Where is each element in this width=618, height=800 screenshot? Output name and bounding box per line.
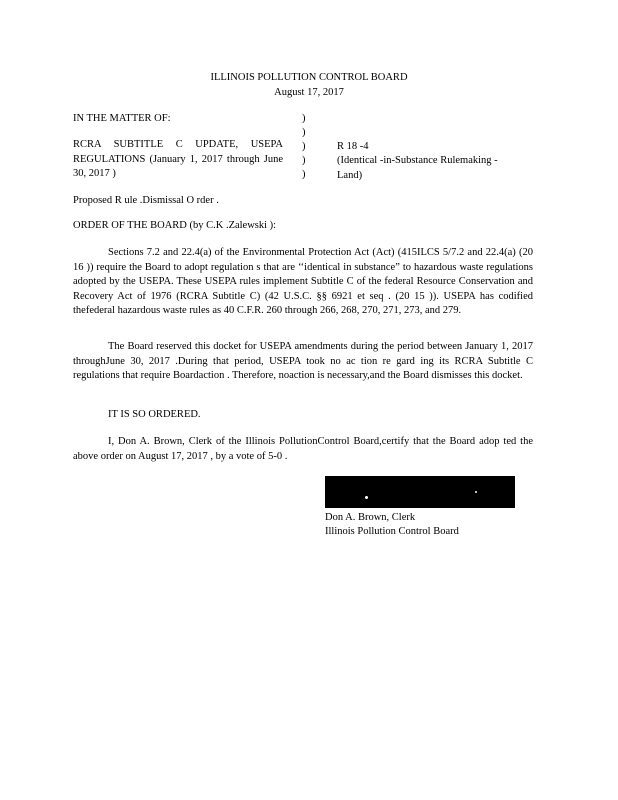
case-caption: RCRA SUBTITLE C UPDATE, USEPA REGULATIONS (January 1, 2017 through June 30, 2017 ) bbox=[73, 139, 283, 179]
proposed-rule-line: Proposed R ule .Dismissal O rder . bbox=[73, 195, 219, 206]
in-the-matter-label: IN THE MATTER OF: bbox=[73, 113, 171, 124]
caption-paren: ) bbox=[302, 155, 306, 166]
clerk-title: Illinois Pollution Control Board bbox=[325, 526, 459, 537]
body-paragraph bbox=[73, 246, 533, 319]
redacted-signature bbox=[325, 476, 515, 508]
certification-paragraph bbox=[73, 435, 533, 464]
paragraph-text: The Board reserved this docket for USEPA amendments during the period between January 1, 2017 throughJune 30, 2017 .During that period, USEPA took no ac tion re gard ing its RCRA Subtitle C regulations that require Boardaction . Therefore, noaction is necessary,and the Board dismisses this docket. bbox=[73, 341, 533, 381]
body-paragraph bbox=[73, 340, 533, 384]
paragraph-text: Sections 7.2 and 22.4(a) of the Environmental Protection Act (Act) (415ILCS 5/7.2 and 22.4(a) (20 16 )) require the Board to adopt regulation s that are ‘‘identical in substance” to hazardous waste regulations adopted by the USEPA. These USEPA rules implement Subtitle C of the federal Resource Conservation and Recovery Act of 1976 (RCRA Subtitle C) (42 U.S.C. §§ 6921 et seq . (20 15 )). USEPA has codified thefederal hazardous waste rules as 40 C.F.R. 260 through 266, 268, 270, 271, 273, and 279. bbox=[73, 247, 533, 316]
order-date: August 17, 2017 bbox=[274, 87, 344, 98]
caption-paren: ) bbox=[302, 141, 306, 152]
docket-number: R 18 -4 bbox=[337, 141, 369, 152]
caption-paren: ) bbox=[302, 169, 306, 180]
agency-title: ILLINOIS POLLUTION CONTROL BOARD bbox=[210, 72, 408, 83]
certification-text: I, Don A. Brown, Clerk of the Illinois PollutionControl Board,certify that the Board adop ted the above order on August 17, 2017 , by a vote of 5-0 . bbox=[73, 436, 533, 462]
clerk-name: Don A. Brown, Clerk bbox=[325, 512, 416, 523]
so-ordered: IT IS SO ORDERED. bbox=[108, 409, 201, 420]
caption-paren: ) bbox=[302, 127, 306, 138]
rulemaking-type: (Identical -in-Substance Rulemaking - Land) bbox=[337, 155, 498, 181]
caption-paren: ) bbox=[302, 113, 306, 124]
order-heading: ORDER OF THE BOARD (by C.K .Zalewski ): bbox=[73, 220, 277, 231]
